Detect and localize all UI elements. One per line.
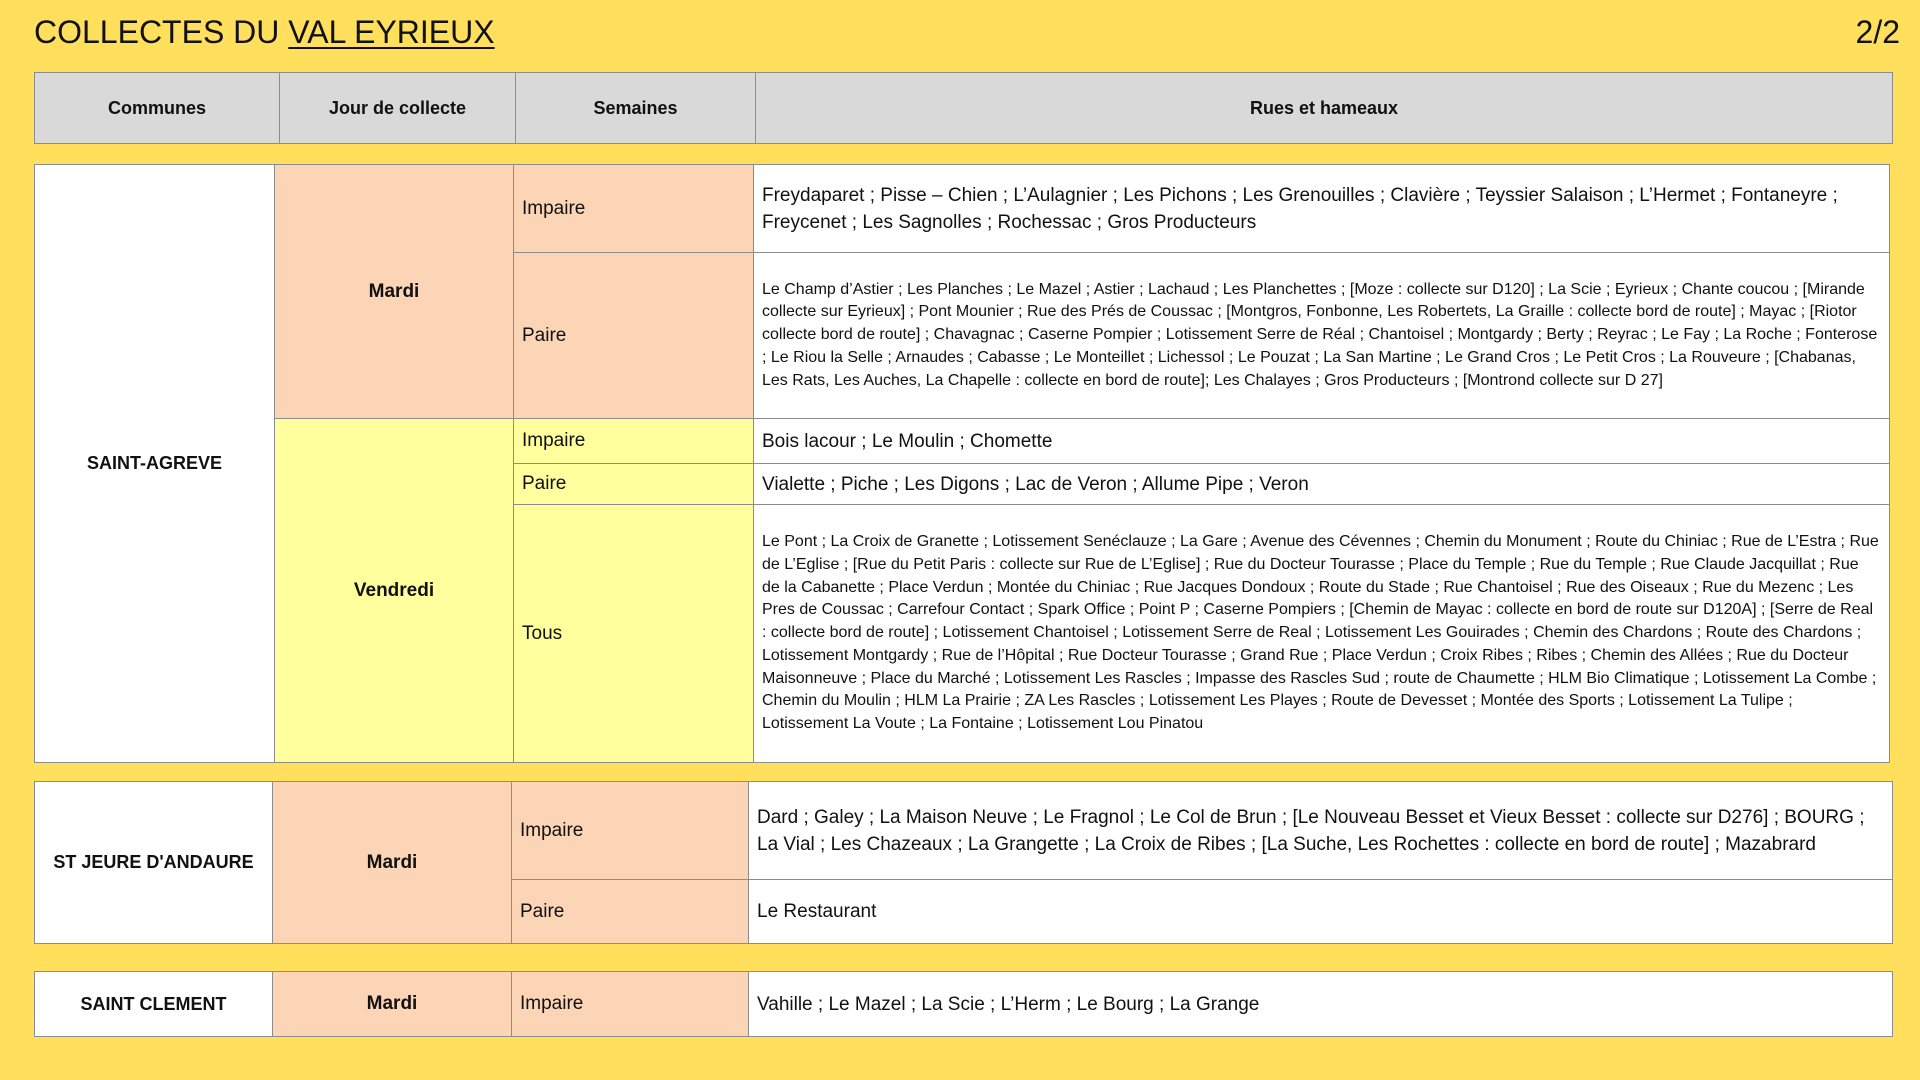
commune-name: SAINT-AGREVE — [86, 453, 223, 473]
commune-block-st-jeure-d-andaure — [34, 781, 1893, 944]
week-label: Paire — [522, 324, 567, 346]
streets-cell — [754, 464, 1890, 505]
commune-name-cell — [35, 782, 273, 944]
streets-cell — [749, 972, 1893, 1037]
week-label: Paire — [520, 900, 565, 922]
day-label: Mardi — [368, 280, 420, 302]
column-header-jour: Jour de collecte — [280, 73, 516, 144]
streets-cell — [749, 782, 1893, 880]
day-label: Mardi — [366, 993, 418, 1014]
commune-name-cell — [35, 972, 273, 1037]
title-region: VAL EYRIEUX — [288, 14, 495, 50]
day-cell-mardi — [273, 972, 512, 1037]
commune-name: SAINT CLEMENT — [80, 993, 227, 1014]
streets-list: Vialette ; Piche ; Les Digons ; Lac de Veron ; Allume Pipe ; Veron — [762, 473, 1309, 495]
streets-list: Freydaparet ; Pisse – Chien ; L’Aulagnier ; Les Pichons ; Les Grenouilles ; Clavière ; Teyssier Salaison ; L’Hermet ; Fontaneyre ; Freycenet ; Les Sagnolles ; Rochessac ; Gros Producteurs — [762, 184, 1838, 233]
streets-list: Le Restaurant — [757, 901, 877, 922]
day-cell-mardi — [273, 782, 512, 944]
streets-list: Dard ; Galey ; La Maison Neuve ; Le Fragnol ; Le Col de Brun ; [Le Nouveau Besset et Vieux Besset : collecte sur D276] ; BOURG ; La Vial ; Les Chazeaux ; La Grangette ; La Croix de Ribes ; [La Suche, Les Rochettes : collecte en bord de route] ; Mazabrard — [757, 806, 1865, 855]
week-cell — [512, 782, 749, 880]
streets-cell — [754, 253, 1890, 419]
day-cell-vendredi — [275, 419, 514, 763]
week-cell — [512, 972, 749, 1037]
week-label: Impaire — [520, 993, 584, 1014]
week-label: Impaire — [522, 430, 586, 451]
day-label: Vendredi — [353, 579, 435, 601]
week-cell — [514, 464, 754, 505]
week-label: Impaire — [520, 819, 584, 841]
streets-list: Le Pont ; La Croix de Granette ; Lotissement Senéclauze ; La Gare ; Avenue des Cévennes ; Chemin du Monument ; Route du Chiniac ; Rue de L’Estra ; Rue de L’Eglise ; [Rue du Petit Paris : collecte sur Rue de L’Eglise] ; Rue du Docteur Tourasse ; Place du Temple ; Rue du Temple ; Rue Claude Jacquillat ; Rue de la Cabanette ; Place Verdun ; Montée du Chiniac ; Rue Jacques Dondoux ; Route du Stade ; Rue Chantoisel ; Rue des Oiseaux ; Rue du Mezenc ; Les Pres de Coussac ; Carrefour Contact ; Spark Office ; Point P ; Caserne Pompiers ; [Chemin de Mayac : collecte en bord de route sur D120A] ; [Serre de Real : collecte bord de route] ; Lotissement Chantoisel ; Lotissement Serre de Real ; Lotissement Les Gouirades ; Chemin des Chardons ; Route des Chardons ; Lotissement Montgardy ; Rue de l’Hôpital ; Rue Docteur Tourasse ; Grand Rue ; Place Verdun ; Croix Ribes ; Ribes ; Chemin des Allées ; Rue du Docteur Maisonneuve ; Place du Marché ; Lotissement Les Rascles ; Impasse des Rascles Sud ; route de Chaumette ; HLM Bio Climatique ; Lotissement La Combe ; Chemin du Moulin ; HLM La Prairie ; ZA Les Rascles ; Lotissement Les Playes ; Route de Devesset ; Montée des Sports ; Lotissement La Tulipe ; Lotissement La Voute ; La Fontaine ; Lotissement Lou Pinatou — [762, 532, 1879, 733]
commune-name-cell — [35, 165, 275, 763]
column-header-row — [34, 72, 1893, 144]
column-header-rues: Rues et hameaux — [756, 73, 1893, 144]
column-header-communes: Communes — [35, 73, 280, 144]
week-label: Paire — [522, 473, 567, 494]
page-title — [34, 12, 495, 52]
streets-list: Bois lacour ; Le Moulin ; Chomette — [762, 430, 1053, 452]
commune-block-saint-agreve — [34, 164, 1890, 763]
commune-block-saint-clement — [34, 971, 1893, 1037]
streets-list: Le Champ d’Astier ; Les Planches ; Le Mazel ; Astier ; Lachaud ; Les Planchettes ; [Moze : collecte sur D120] ; La Scie ; Eyrieux ; Chante coucou ; [Mirande collecte sur Eyrieux] ; Pont Mounier ; Rue des Prés de Coussac ; [Montgros, Fonbonne, Les Robertets, La Graille : collecte bord de route] ; Mayac ; [Riotor collecte bord de route] ; Chavagnac ; Caserne Pompier ; Lotissement Serre de Réal ; Chantoisel ; Montgardy ; Berty ; Reyrac ; Le Fay ; La Roche ; Fonterose ; Le Riou la Selle ; Arnaudes ; Cabasse ; Le Monteillet ; Lichessol ; Le Pouzat ; La San Martine ; Le Grand Cros ; Le Petit Cros ; La Rouveure ; [Chabanas, Les Rats, Les Auches, La Chapelle : collecte en bord de route]; Les Chalayes ; Gros Producteurs ; [Montrond collecte sur D 27] — [762, 280, 1878, 389]
day-label: Mardi — [366, 851, 418, 873]
week-label: Tous — [522, 622, 563, 644]
title-prefix: COLLECTES DU — [34, 14, 280, 50]
streets-cell — [749, 880, 1893, 944]
week-cell — [514, 165, 754, 253]
week-cell — [514, 253, 754, 419]
column-header-semaines: Semaines — [516, 73, 756, 144]
streets-cell — [754, 505, 1890, 763]
page-number: 2/2 — [1855, 14, 1900, 50]
streets-cell — [754, 165, 1890, 253]
week-label: Impaire — [522, 197, 586, 219]
streets-list: Vahille ; Le Mazel ; La Scie ; L’Herm ; Le Bourg ; La Grange — [757, 993, 1260, 1015]
streets-cell — [754, 419, 1890, 464]
week-cell — [514, 505, 754, 763]
week-cell — [512, 880, 749, 944]
commune-name: ST JEURE D'ANDAURE — [53, 852, 254, 872]
week-cell — [514, 419, 754, 464]
day-cell-mardi — [275, 165, 514, 419]
